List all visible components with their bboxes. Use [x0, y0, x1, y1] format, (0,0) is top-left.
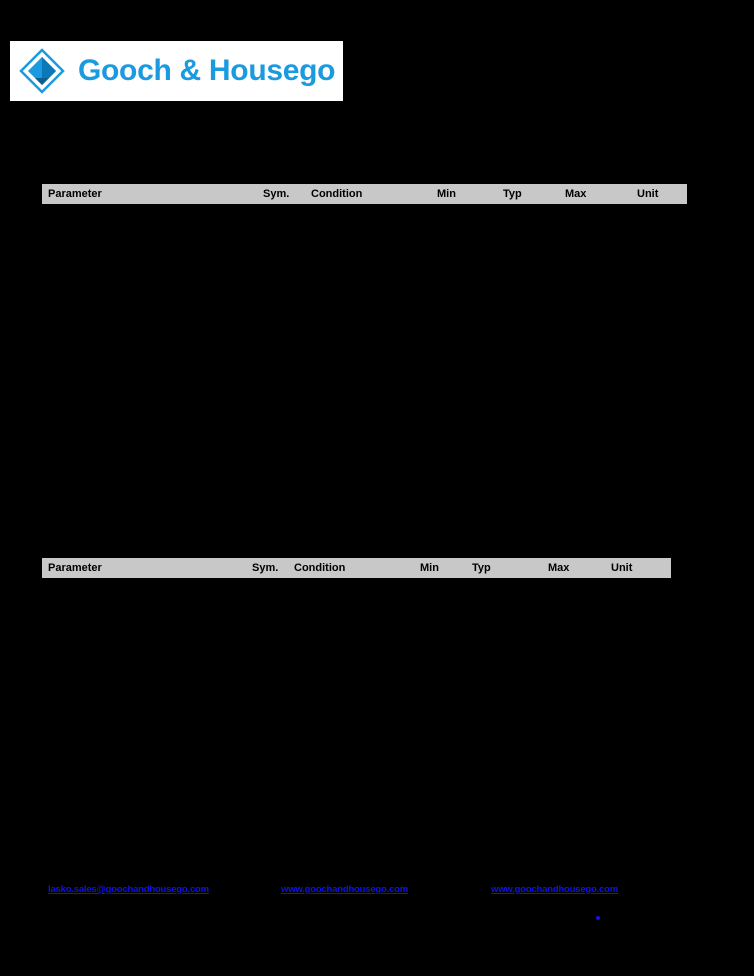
footer-marker-dot [596, 916, 600, 920]
footer-email-link[interactable]: lasko.sales@goochandhousego.com [48, 884, 209, 895]
spec-table-1 [42, 184, 687, 204]
column-header-parameter: Parameter [48, 188, 102, 200]
page-artifact-mark [108, 772, 118, 786]
column-header-typ: Typ [472, 562, 491, 574]
column-header-sym: Sym. [252, 562, 279, 574]
footer-website-link-2[interactable]: www.goochandhousego.com [491, 884, 618, 895]
column-header-unit: Unit [637, 188, 659, 200]
column-header-min: Min [437, 188, 456, 200]
footer-website-link-1[interactable]: www.goochandhousego.com [281, 884, 408, 895]
column-header-typ: Typ [503, 188, 522, 200]
table-header-row [42, 558, 671, 578]
column-header-unit: Unit [611, 562, 633, 574]
column-header-sym: Sym. [263, 188, 290, 200]
column-header-condition: Condition [311, 188, 363, 200]
column-header-parameter: Parameter [48, 562, 102, 574]
diamond-prism-logo-icon [18, 47, 66, 95]
spec-table-2 [42, 558, 671, 578]
column-header-max: Max [565, 188, 587, 200]
company-name: Gooch & Housego [78, 54, 336, 87]
column-header-max: Max [548, 562, 570, 574]
column-header-min: Min [420, 562, 439, 574]
column-header-condition: Condition [294, 562, 346, 574]
company-logo-block [10, 41, 343, 101]
table-header-row [42, 184, 687, 204]
